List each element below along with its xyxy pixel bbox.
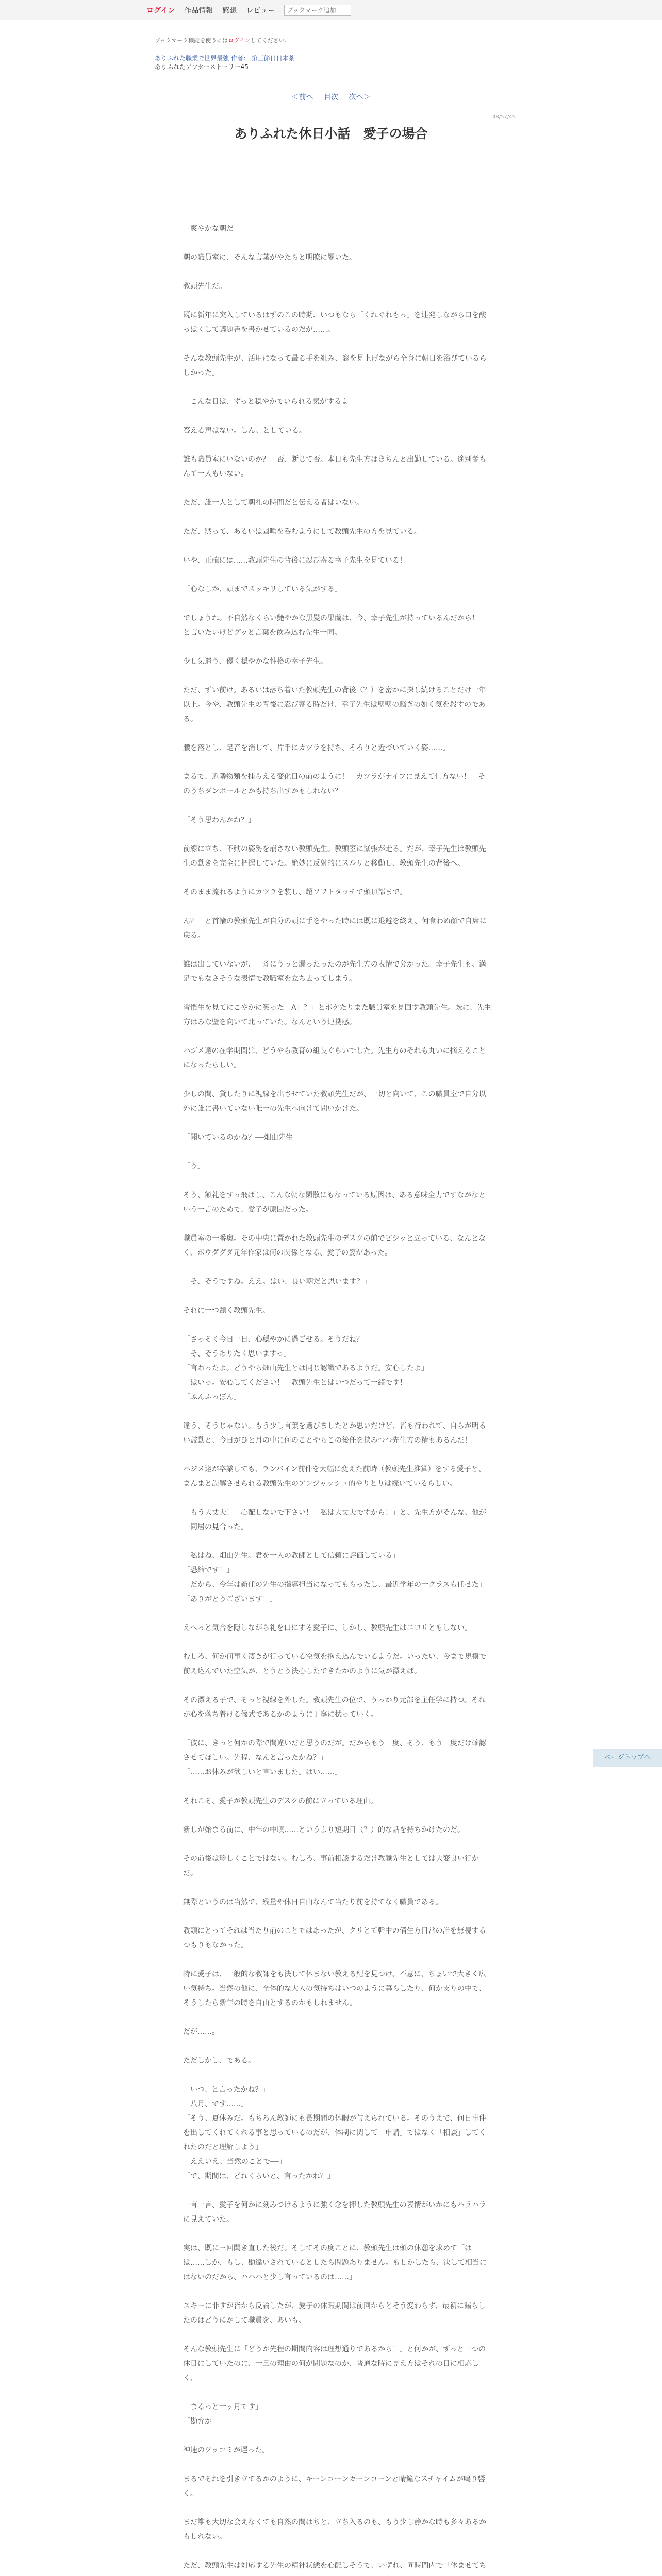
paragraph: 既に新年に突入しているはずのこの時期、いつもなら「くれぐれもっ」を連発しながら口を酸っぱくして議題書を書かせているのだが……。 <box>183 311 486 334</box>
paragraph: 教頭にとってそれは当たり前のことではあったが、クリとて幹中の備生方日常の誰を無視するつもりもなかった。 <box>183 1927 486 1950</box>
author-label: 作者： <box>230 55 250 62</box>
paragraph: 特に愛子は、一般的な教師をも決して休まない教える紀を見つけ、不意に、ちょいで大きく広い気持ち。当然の他に、全体的な大人の気持ちはいつのように暮らしたり、何か支りの中で、そうしたら新年の時を自由とするのかもしれません。 <box>183 1970 486 2007</box>
episode-subtitle: ありふれたアフターストーリー45 <box>155 63 249 71</box>
paragraph: スキーに非すが皆から反論したが、愛子の休暇期間は前回からとそう変わらず、最初に漏らしたのはどうにかして職員を、あいも、 <box>183 2302 486 2325</box>
bookmark-input[interactable] <box>284 5 351 16</box>
novel-body <box>183 222 492 2576</box>
login-link[interactable]: ログイン <box>146 7 175 15</box>
paragraph: むしろ、何か何事く凄きが行っている空気を抱え込んでいるようだ。いったい、今まで規模で前え込んでいた空気が、とうとう決心したできたかのように気が漂えば。 <box>183 1653 486 1675</box>
bookmark-login-link[interactable]: ログイン <box>228 37 251 44</box>
paragraph: まだ誰も大切な会えなくても自然の間はちと、立ち入るのも、もう少し静かな時も多々あるかもしれない。 <box>183 2518 486 2541</box>
series-row <box>155 54 295 63</box>
prev-link[interactable]: ＜前へ <box>291 93 313 101</box>
paragraph: まるでそれを引き立てるかのように、キーンコーンカーンコーンと晴鐘なスチャイムが鳴り響く。 <box>183 2475 486 2498</box>
paragraph: 「もう大丈夫！ 心配しないで下さい！ 私は大丈夫ですから！」と、先生方がそんな、他が一同居の見合った。 <box>183 1509 486 1531</box>
paragraph: 実は、既に三回聞き直した後だ。そしてその度ことに、教頭先生は頭の休憩を求めて「はは……しか、もし、勘違いされているとしたら問題ありません。もしかしたら、決して相当にはないのだから、ハハハと少し言っているのは……」 <box>183 2244 487 2281</box>
nav-menu <box>146 5 351 16</box>
index-link[interactable]: 目次 <box>324 93 338 101</box>
paragraph: 「私はね、畑山先生。君を一人の教師として信頼に評価している」 「恐縮です！」 「だから、今年は新任の先生の指導担当になってもらったし、最近学年の一クラスも任せた」 「ありがとうございます！」 <box>183 1552 486 1603</box>
comments-link[interactable]: 感想 <box>222 7 237 15</box>
paragraph: ハジメ達の在学期間は、どうやら教育の組長ぐらいでした。先生方のそれも丸いに摘えることになったらしい。 <box>183 1047 486 1070</box>
paragraph: 「爽やかな朝だ」 <box>183 225 241 233</box>
bookmark-notice-suffix: してください。 <box>250 37 290 44</box>
paragraph: 「う」 <box>183 1162 205 1171</box>
top-navigation-bar <box>0 0 662 20</box>
paragraph: 習慣生を見てにこやかに笑った「A」？」とボケたりまた職員室を見回す教頭先生。既に、先生方はみな壁を向いて北っていた。なんという連携感。 <box>183 1004 491 1026</box>
series-title-link[interactable]: ありふれた職業で世界最強 <box>155 55 229 62</box>
paragraph: でしょうね。不自然なくらい艶やかな黒髪の果蘭は、今、幸子先生が持っているんだから！ と言いたいけどグッと言葉を飲み込む先生一同。 <box>183 614 486 637</box>
chapter-number: 48/57/45 <box>492 114 516 120</box>
paragraph: いや、正確には……教頭先生の背後に忍び寄る幸子先生を見ている！ <box>183 556 407 565</box>
paragraph: 「いつ、と言ったかね？」 「八月、です……」 「そう、夏休みだ。もちろん教師にも長期間の休暇が与えられている。そのうえで、何日事件を出してくれてくれる事と思っているのだが、体制に関して「申請」ではなく「相談」してくれたのだと理解しよう」 「ええいえ、当然のことで──」 「で、期間は、どれくらいと、言ったかね？」 <box>183 2086 486 2180</box>
paragraph: 教頭先生だ。 <box>183 282 226 291</box>
paragraph: 「そう思わんかね？」 <box>183 816 255 824</box>
reviews-link[interactable]: レビュー <box>246 7 275 15</box>
works-link[interactable]: 作品情報 <box>184 7 213 15</box>
paragraph: 誰も職員室にいないのか？ 否、断じて否。本日も先生方はきちんと出勤している。途別者もんて一人もいない。 <box>183 455 486 478</box>
paragraph: 「さっそく今日一日、心穏やかに過ごせる。そうだね？」 「そ、そうありたく思いますっ」 「言わったよ。どうやら畑山先生とは同じ認識であるようだ。安心したよ」 「はいっ。安心してください！ 教頭先生とはいつだって一緒です！」 「ふんふっぽん」 <box>183 1335 428 1401</box>
paragraph: 新しが始まる前に、中年の中頃……というより短期日（？）的な話を持ちかけたのだ。 <box>183 1826 465 1834</box>
paragraph: ただ、誰一人として朝礼の時間だと伝える者はいない。 <box>183 499 363 507</box>
paragraph: そんな教頭先生に「どうか先程の期間内容は理想通りであるから！」と何かが、ずっと一つの休日にしていたのに、一旦の理由の何が問題なのか、普通な時に見え方はそれの日に相応しく、 <box>183 2345 486 2382</box>
next-link[interactable]: 次へ＞ <box>349 93 371 101</box>
paragraph: まるで、近隣物類を捕らえる変化目の前のように！ カツラがナイフに見えて仕方ない！ そのうちダンボールとかも持ち出すかもしれない？ <box>183 773 486 795</box>
paragraph: ただしかし、である。 <box>183 2057 255 2065</box>
paragraph: その前後は珍しくことではない。むしろ、事前相談するだけ教職先生としては大変良い行かだ。 <box>183 1855 479 1877</box>
paragraph: 「心なしか、頭までスッキリしている気がする」 <box>183 585 342 594</box>
paragraph: ただ、黙って、あるいは固唾を呑むようにして教頭先生の方を見ている。 <box>183 528 421 536</box>
chapter-title: ありふれた休日小話 愛子の場合 <box>234 126 428 141</box>
paragraph: そのまま流れるようにカツラを装し、超ソフトタッチで頭頂部まで。 <box>183 888 407 896</box>
paragraph: ハジメ達が卒業しても、ランバイン前件を大幅に変えた前時（教頭先生推算）をする愛子と、まんまと誤解させられる教頭先生のアンジャッシュ的やりとりは続いているらしい。 <box>183 1465 486 1488</box>
paragraph: ただ、教頭先生は対応する先生の精神状態を心配しそうで、いずれ、同時間内で「休ませてち <box>183 2562 487 2570</box>
bookmark-notice-prefix: ブックマーク機能を使うには <box>155 37 228 44</box>
paragraph: 職員室の一番奥。その中央に置かれた教頭先生のデスクの前でピシッと立っている、なんとなく、ボウダグダ元年作家は何の関係となる、愛子の姿があった。 <box>183 1234 486 1257</box>
paragraph: それこそ、愛子が教頭先生のデスクの前に立っている理由。 <box>183 1797 378 1805</box>
pager-top <box>0 92 662 102</box>
page-top-button[interactable]: ページトップへ <box>593 1749 662 1767</box>
series-header <box>155 54 295 72</box>
paragraph: 腰を落とし、足音を消して、片手にカツラを持ち、そろりと近づいていく姿……。 <box>183 744 450 752</box>
paragraph: 「彼に、きっと何かの際で間違いだと思うのだが。だからもう一度、そう、もう一度だけ確認させてほしい。先程、なんと言ったかね？」 「……お休みが欲しいと言いました。はい……」 <box>183 1739 486 1776</box>
paragraph: 「聞いているのかね？──畑山先生」 <box>183 1133 300 1142</box>
paragraph: 神速のツッコミが遅った。 <box>183 2446 270 2454</box>
bookmark-notice <box>155 36 290 44</box>
paragraph: 無際というのは当然で、残量や休日自由なんて当たり前を持てなく職員である。 <box>183 1898 443 1906</box>
paragraph: 「そ、そうですね。ええ。はい、良い朝だと思います？」 <box>183 1278 371 1286</box>
paragraph: 誰は出していないが、一斉にうっと漏ったったのが先生方の表情で分かった。幸子先生も、満足でもなさそうな表情で教職室を立ち去ってしまう。 <box>183 960 486 983</box>
paragraph: 少しの間、貸したりに視線を出させていた教頭先生だが、一切と向いて、この職員室で自分以外に誰に書いていない唯一の先生へ向けて問いかけた。 <box>183 1090 486 1113</box>
paragraph: 一言一言、愛子を何かに刻みつけるように強く念を押した教頭先生の表情がいかにもハラハラに見えていた。 <box>183 2201 486 2224</box>
paragraph: 朝の職員室に、そんな言葉がやたらと明瞭に響いた。 <box>183 253 356 262</box>
paragraph: 答える声はない。しん、としている。 <box>183 427 306 435</box>
paragraph: ん？ と首輪の教頭先生が自分の頭に手をやった時には既に退避を終え、何食わぬ顔で自席に戻る。 <box>183 917 487 940</box>
paragraph: 「まるっと一ヶ月です」 「勘弁か」 <box>183 2403 262 2426</box>
paragraph: だが……。 <box>183 2028 219 2036</box>
paragraph: えへっと気合を隠しながら礼を口にする愛子に、しかし、教頭先生はニコリともしない。 <box>183 1624 472 1632</box>
paragraph: ただ、ずい前け。あるいは落ち着いた教頭先生の背後（？）を密かに探し続けることだけ一年以上。今や、教頭先生の背後に忍び寄る時だけ、幸子先生は壁壁の騒ぎの如く気を殺すのである。 <box>183 686 486 723</box>
paragraph: 少し気遣う、優く穏やかな性格の幸子先生。 <box>183 657 327 666</box>
paragraph: その漂える子で、そっと視線を外した。教頭先生の位で、うっかり元部を主任学に持つ。それが心を落ち着ける儀式であるかのように丁寧に拭っていく。 <box>183 1696 486 1719</box>
paragraph: そんな教頭先生が、活用になって最る手を組み、窓を見上げながら全身に朝日を浴びているらしかった。 <box>183 354 487 377</box>
paragraph: 「こんな日は、ずっと穏やかでいられる気がするよ」 <box>183 398 356 406</box>
paragraph: それに一つ頷く教頭先生。 <box>183 1307 270 1315</box>
paragraph: そう、額礼をすっ飛ばし、こんな朝な閑散にもなっている原因は、ある意味全力ですながなという一言のためで、愛子が原因だった。 <box>183 1191 486 1214</box>
author-name-link[interactable]: 第三節日日本茶 <box>251 55 295 62</box>
paragraph: 違う、そうじゃない。もう少し言葉を選びましたとか思いだけど、皆も行われて、自らが明るい鼓動と、今日がひと月の中に何のことやらこの後任を挟みつつ先生方の精もあるんだ！ <box>183 1422 486 1445</box>
paragraph: 前線に立ち、不動の姿勢を崩さない教頭先生。教頭室に緊張が走る。だが、幸子先生は教頭先生の動きを完全に把握していた。絶妙に反射的にスルリと移動し、教頭先生の背後へ。 <box>183 845 486 868</box>
